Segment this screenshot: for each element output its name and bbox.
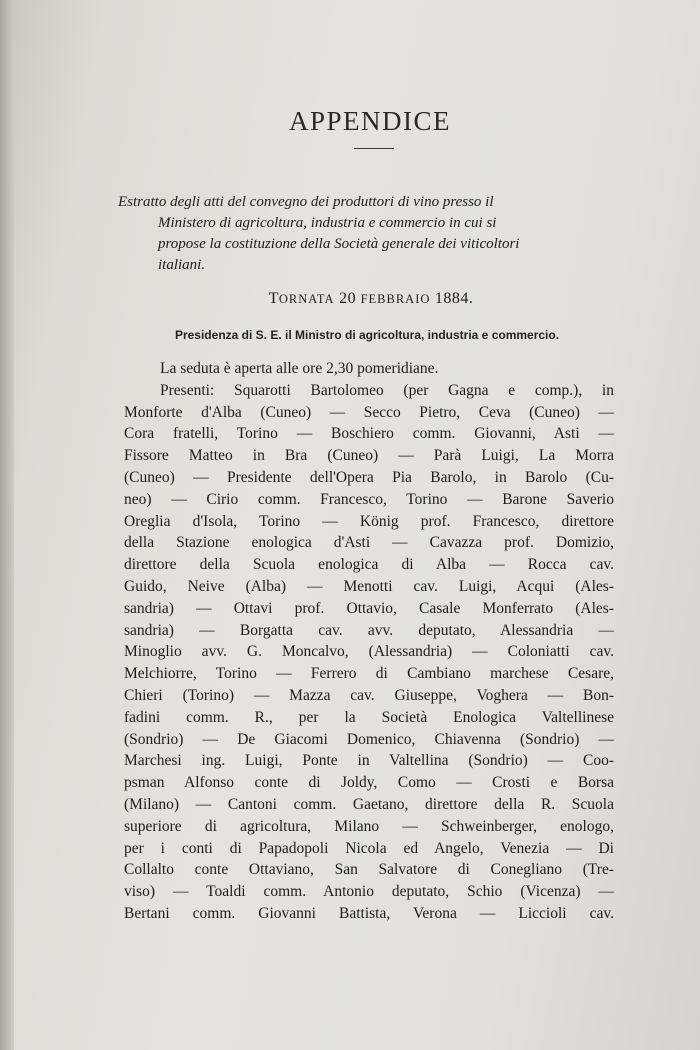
abstract — [118, 192, 618, 276]
body-line: Cora fratelli, Torino — Boschiero comm. Giovanni, Asti — — [124, 425, 614, 443]
presidency-heading: Presidenza di S. E. il Ministro di agricoltura, industria e commercio. — [174, 328, 560, 342]
abstract-line: Estratto degli atti del convegno dei produttori di vino presso il — [118, 194, 494, 210]
body-line: Collalto conte Ottaviano, San Salvatore di Conegliano (Tre- — [124, 861, 614, 879]
body-line: neo) — Cirio comm. Francesco, Torino — Barone Saverio — [124, 490, 614, 508]
body-line: fadini comm. R., per la Società Enologica Valtellinese — [124, 708, 614, 726]
body-line: superiore di agricoltura, Milano — Schweinberger, enologo, — [124, 817, 614, 835]
session-word: ORNATA — [278, 292, 335, 306]
session-day: 20 — [334, 290, 361, 307]
body-line: Chieri (Torino) — Mazza cav. Giuseppe, Voghera — Bon- — [124, 686, 614, 704]
session-year: 1884. — [430, 290, 474, 307]
session-initial: T — [268, 290, 279, 307]
body-line: La seduta è aperta alle ore 2,30 pomeridiane. — [160, 360, 439, 377]
session-month: FEBBRAIO — [360, 292, 431, 306]
body-line: direttore della Scuola enologica di Alba — Rocca cav. — [124, 556, 614, 574]
body-line: sandria) — Borgatta cav. avv. deputato, Alessandria — — [124, 621, 614, 639]
page-gutter-shadow — [0, 0, 14, 1050]
body-line: Minoglio avv. G. Moncalvo, (Alessandria) — Coloniatti cav. — [124, 643, 614, 661]
body-line: (Sondrio) — De Giacomi Domenico, Chiavenna (Sondrio) — — [124, 730, 614, 748]
body-line: Fissore Matteo in Bra (Cuneo) — Parà Luigi, La Morra — [124, 447, 614, 465]
abstract-line: italiani. — [158, 257, 206, 273]
body-line: Bertani comm. Giovanni Battista, Verona — Liccioli cav. — [124, 904, 614, 922]
body-line: sandria) — Ottavi prof. Ottavio, Casale Monferrato (Ales- — [124, 599, 614, 617]
page-title: APPENDICE — [288, 106, 451, 136]
abstract-line: Ministero di agricoltura, industria e commercio in cui si — [158, 215, 497, 231]
body-line: Oreglia d'Isola, Torino — König prof. Francesco, direttore — [124, 512, 614, 530]
body-line: Marchesi ing. Luigi, Ponte in Valtellina (Sondrio) — Coo- — [124, 752, 614, 770]
body-line: Melchiorre, Torino — Ferrero di Cambiano marchese Cesare, — [124, 665, 614, 683]
body-text — [124, 358, 614, 925]
body-line: (Cuneo) — Presidente dell'Opera Pia Barolo, in Barolo (Cu- — [124, 468, 614, 486]
body-line: Guido, Neive (Alba) — Menotti cav. Luigi, Acqui (Ales- — [124, 577, 614, 595]
body-line: della Stazione enologica d'Asti — Cavazza prof. Domizio, — [124, 534, 614, 552]
title-rule — [354, 148, 394, 149]
body-line: Monforte d'Alba (Cuneo) — Secco Pietro, Ceva (Cuneo) — — [124, 403, 614, 421]
session-heading — [0, 290, 700, 308]
body-line: Presenti: Squarotti Bartolomeo (per Gagna e comp.), in — [160, 381, 614, 399]
abstract-line: propose la costituzione della Società generale dei viticoltori — [158, 236, 520, 252]
body-line: viso) — Toaldi comm. Antonio deputato, Schio (Vicenza) — — [124, 883, 614, 901]
body-line: (Milano) — Cantoni comm. Gaetano, direttore della R. Scuola — [124, 795, 614, 813]
body-line: psman Alfonso conte di Joldy, Como — Crosti e Borsa — [124, 774, 614, 792]
body-line: per i conti di Papadopoli Nicola ed Angelo, Venezia — Di — [124, 839, 614, 857]
